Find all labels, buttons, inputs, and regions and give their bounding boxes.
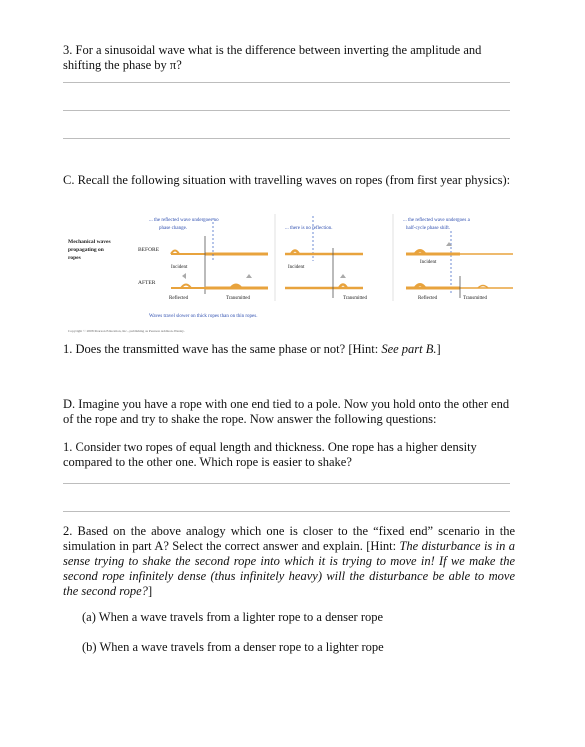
svg-text:Transmitted: Transmitted [463, 296, 487, 301]
svg-text:Reflected: Reflected [169, 296, 189, 301]
svg-text:... the reflected wave undergo: ... the reflected wave undergoes a [403, 218, 470, 223]
svg-text:... the reflected wave undergo: ... the reflected wave undergoes no [149, 218, 219, 223]
svg-text:Incident: Incident [288, 265, 305, 270]
svg-text:propagating on: propagating on [68, 247, 104, 253]
panel-half-cycle [403, 218, 513, 301]
after-label: AFTER [138, 280, 156, 286]
rope-waves-diagram [63, 206, 523, 341]
svg-text:Transmitted: Transmitted [343, 296, 367, 301]
figure-note: Waves travel slower on thick ropes than on thin ropes. [149, 314, 258, 319]
answer-line [63, 511, 510, 512]
rope-waves-figure [63, 206, 523, 341]
figure-copyright: Copyright © 2008 Pearson Education, Inc., publishing as Pearson Addison-Wesley. [68, 329, 185, 333]
svg-text:ropes: ropes [68, 255, 81, 261]
question-d1: 1. Consider two ropes of equal length and thickness. One rope has a higher density compared to the other one. Which rope is easier to shake? [63, 440, 477, 469]
before-label: BEFORE [138, 247, 160, 253]
svg-text:phase change.: phase change. [159, 226, 188, 231]
question-3: 3. For a sinusoidal wave what is the difference between inverting the amplitude and shifting the phase by π? [63, 43, 482, 72]
svg-text:Incident: Incident [171, 265, 188, 270]
panel-fixed-end [149, 218, 268, 301]
answer-line [63, 82, 510, 83]
option-a: (a) When a wave travels from a lighter rope to a denser rope [82, 610, 384, 624]
option-b: (b) When a wave travels from a denser rope to a lighter rope [82, 640, 384, 654]
svg-text:half-cycle phase shift.: half-cycle phase shift. [406, 226, 451, 231]
section-c-heading: C. Recall the following situation with travelling waves on ropes (from first year physics): [63, 173, 511, 187]
question-c1: 1. Does the transmitted wave has the same phase or not? [Hint: See part B.] [63, 342, 441, 356]
svg-text:Reflected: Reflected [418, 296, 438, 301]
section-d-heading: D. Imagine you have a rope with one end tied to a pole. Now you hold onto the other end of the rope and try to shake the rope. Now answer the following questions: [63, 397, 510, 426]
answer-line [63, 110, 510, 111]
answer-line [63, 138, 510, 139]
figure-left-label: Mechanical waves [68, 239, 111, 245]
answer-line [63, 483, 510, 484]
svg-text:Incident: Incident [420, 260, 437, 265]
question-d2: 2. Based on the above analogy which one is closer to the “fixed end” scenario in the simulation in part A? Select the correct answer and explain. [Hint: The disturbance is in a sense trying to shake the second rope into which it is trying to move in! If we make the second rope infinitely dense (thus infinitely heavy) will the disturbance be able to move the second rope?] [63, 524, 515, 598]
panel-no-reflection [285, 216, 367, 301]
svg-text:... there is no reflection.: ... there is no reflection. [285, 226, 333, 231]
svg-text:Transmitted: Transmitted [226, 296, 250, 301]
